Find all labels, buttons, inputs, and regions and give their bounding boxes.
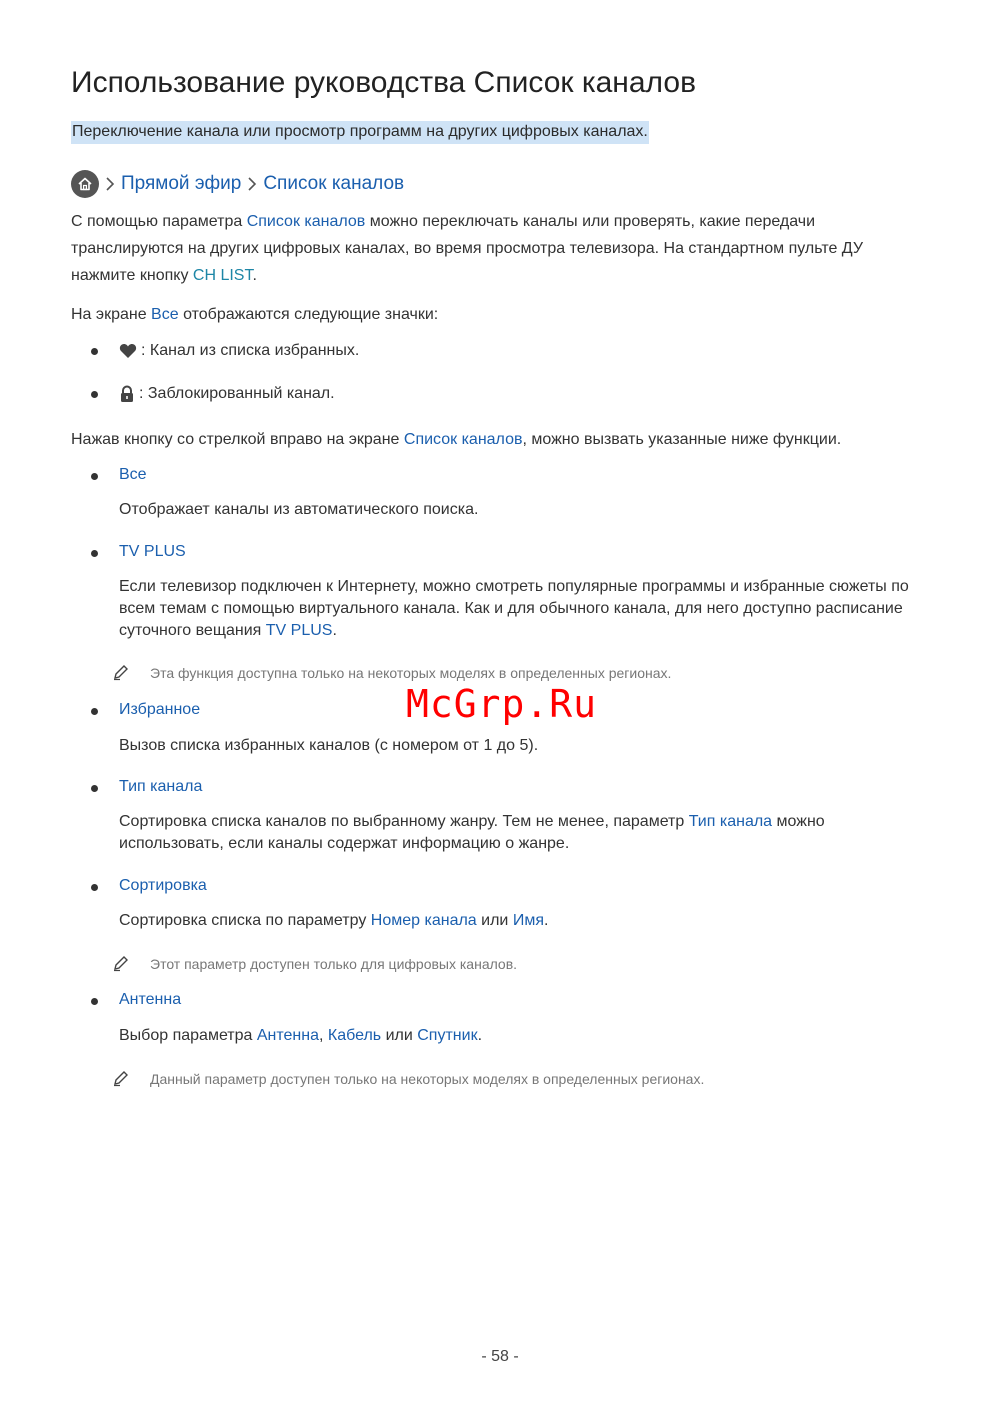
watermark: McGrp.Ru [406, 682, 598, 726]
chevron-right-icon [247, 176, 257, 192]
list-item: : Канал из списка избранных. [119, 337, 359, 364]
heart-icon [119, 343, 137, 359]
bullet [91, 348, 98, 355]
breadcrumb [71, 169, 404, 199]
channel-list-link: Список каналов [246, 213, 366, 230]
pencil-icon [112, 954, 130, 972]
item-antenna-desc: Выбор параметра Антенна, Кабель или Спутник. [119, 1027, 483, 1044]
item-favorites-desc: Вызов списка избранных каналов (с номером от 1 до 5). [119, 737, 539, 754]
item-channel-type-label: Тип канала [119, 778, 203, 795]
item-all-label: Все [119, 466, 147, 483]
bullet [91, 473, 98, 480]
home-icon [71, 170, 99, 198]
list-item: : Заблокированный канал. [119, 380, 335, 407]
lock-icon [119, 385, 135, 403]
note-text: Данный параметр доступен только на некоторых моделях в определенных регионах. [150, 1071, 705, 1087]
bullet [91, 708, 98, 715]
item-antenna-label: Антенна [119, 991, 182, 1008]
item-favorites-label: Избранное [119, 701, 201, 718]
item-sort-desc: Сортировка списка по параметру Номер канала или Имя. [119, 912, 549, 929]
item-tvplus-desc: Если телевизор подключен к Интернету, можно смотреть популярные программы и избранные сюжеты по всем темам с помощью виртуального канала. Как и для обычного канала, для него доступно расписание суточного вещания TV PLUS. [119, 578, 909, 639]
breadcrumb-item-live[interactable]: Прямой эфир [121, 173, 242, 194]
item-tvplus-label: TV PLUS [119, 543, 186, 560]
page-number: - 58 - [481, 1348, 519, 1365]
note-text: Этот параметр доступен только для цифровых каналов. [150, 956, 518, 972]
page-title: Использование руководства Список каналов [71, 66, 697, 99]
chevron-right-icon [105, 176, 115, 192]
bullet [91, 550, 98, 557]
page-subtitle: Переключение канала или просмотр программ на других цифровых каналах. [71, 121, 649, 144]
pencil-icon [112, 1069, 130, 1087]
note-text: Эта функция доступна только на некоторых моделях в определенных регионах. [150, 665, 672, 681]
item-channel-type-desc: Сортировка списка каналов по выбранному жанру. Тем не менее, параметр Тип канала можно использовать, если каналы содержат информацию о жанре. [119, 813, 825, 852]
intro-paragraph: С помощью параметра Список каналов можно переключать каналы или проверять, какие передачи транслируются на других цифровых каналах, во время просмотра телевизора. На стандартном пульте ДУ нажмите кнопку CH LIST. [71, 213, 863, 284]
ch-list-button-label: CH LIST [192, 267, 253, 284]
bullet [91, 391, 98, 398]
bullet [91, 785, 98, 792]
bullet [91, 884, 98, 891]
item-all-desc: Отображает каналы из автоматического поиска. [119, 501, 479, 518]
item-sort-label: Сортировка [119, 877, 207, 894]
functions-intro: Нажав кнопку со стрелкой вправо на экране Список каналов, можно вызвать указанные ниже функции. [71, 431, 842, 448]
icons-intro: На экране Все отображаются следующие значки: [71, 306, 439, 323]
breadcrumb-item-channel-list[interactable]: Список каналов [263, 173, 405, 194]
pencil-icon [112, 663, 130, 681]
bullet [91, 998, 98, 1005]
